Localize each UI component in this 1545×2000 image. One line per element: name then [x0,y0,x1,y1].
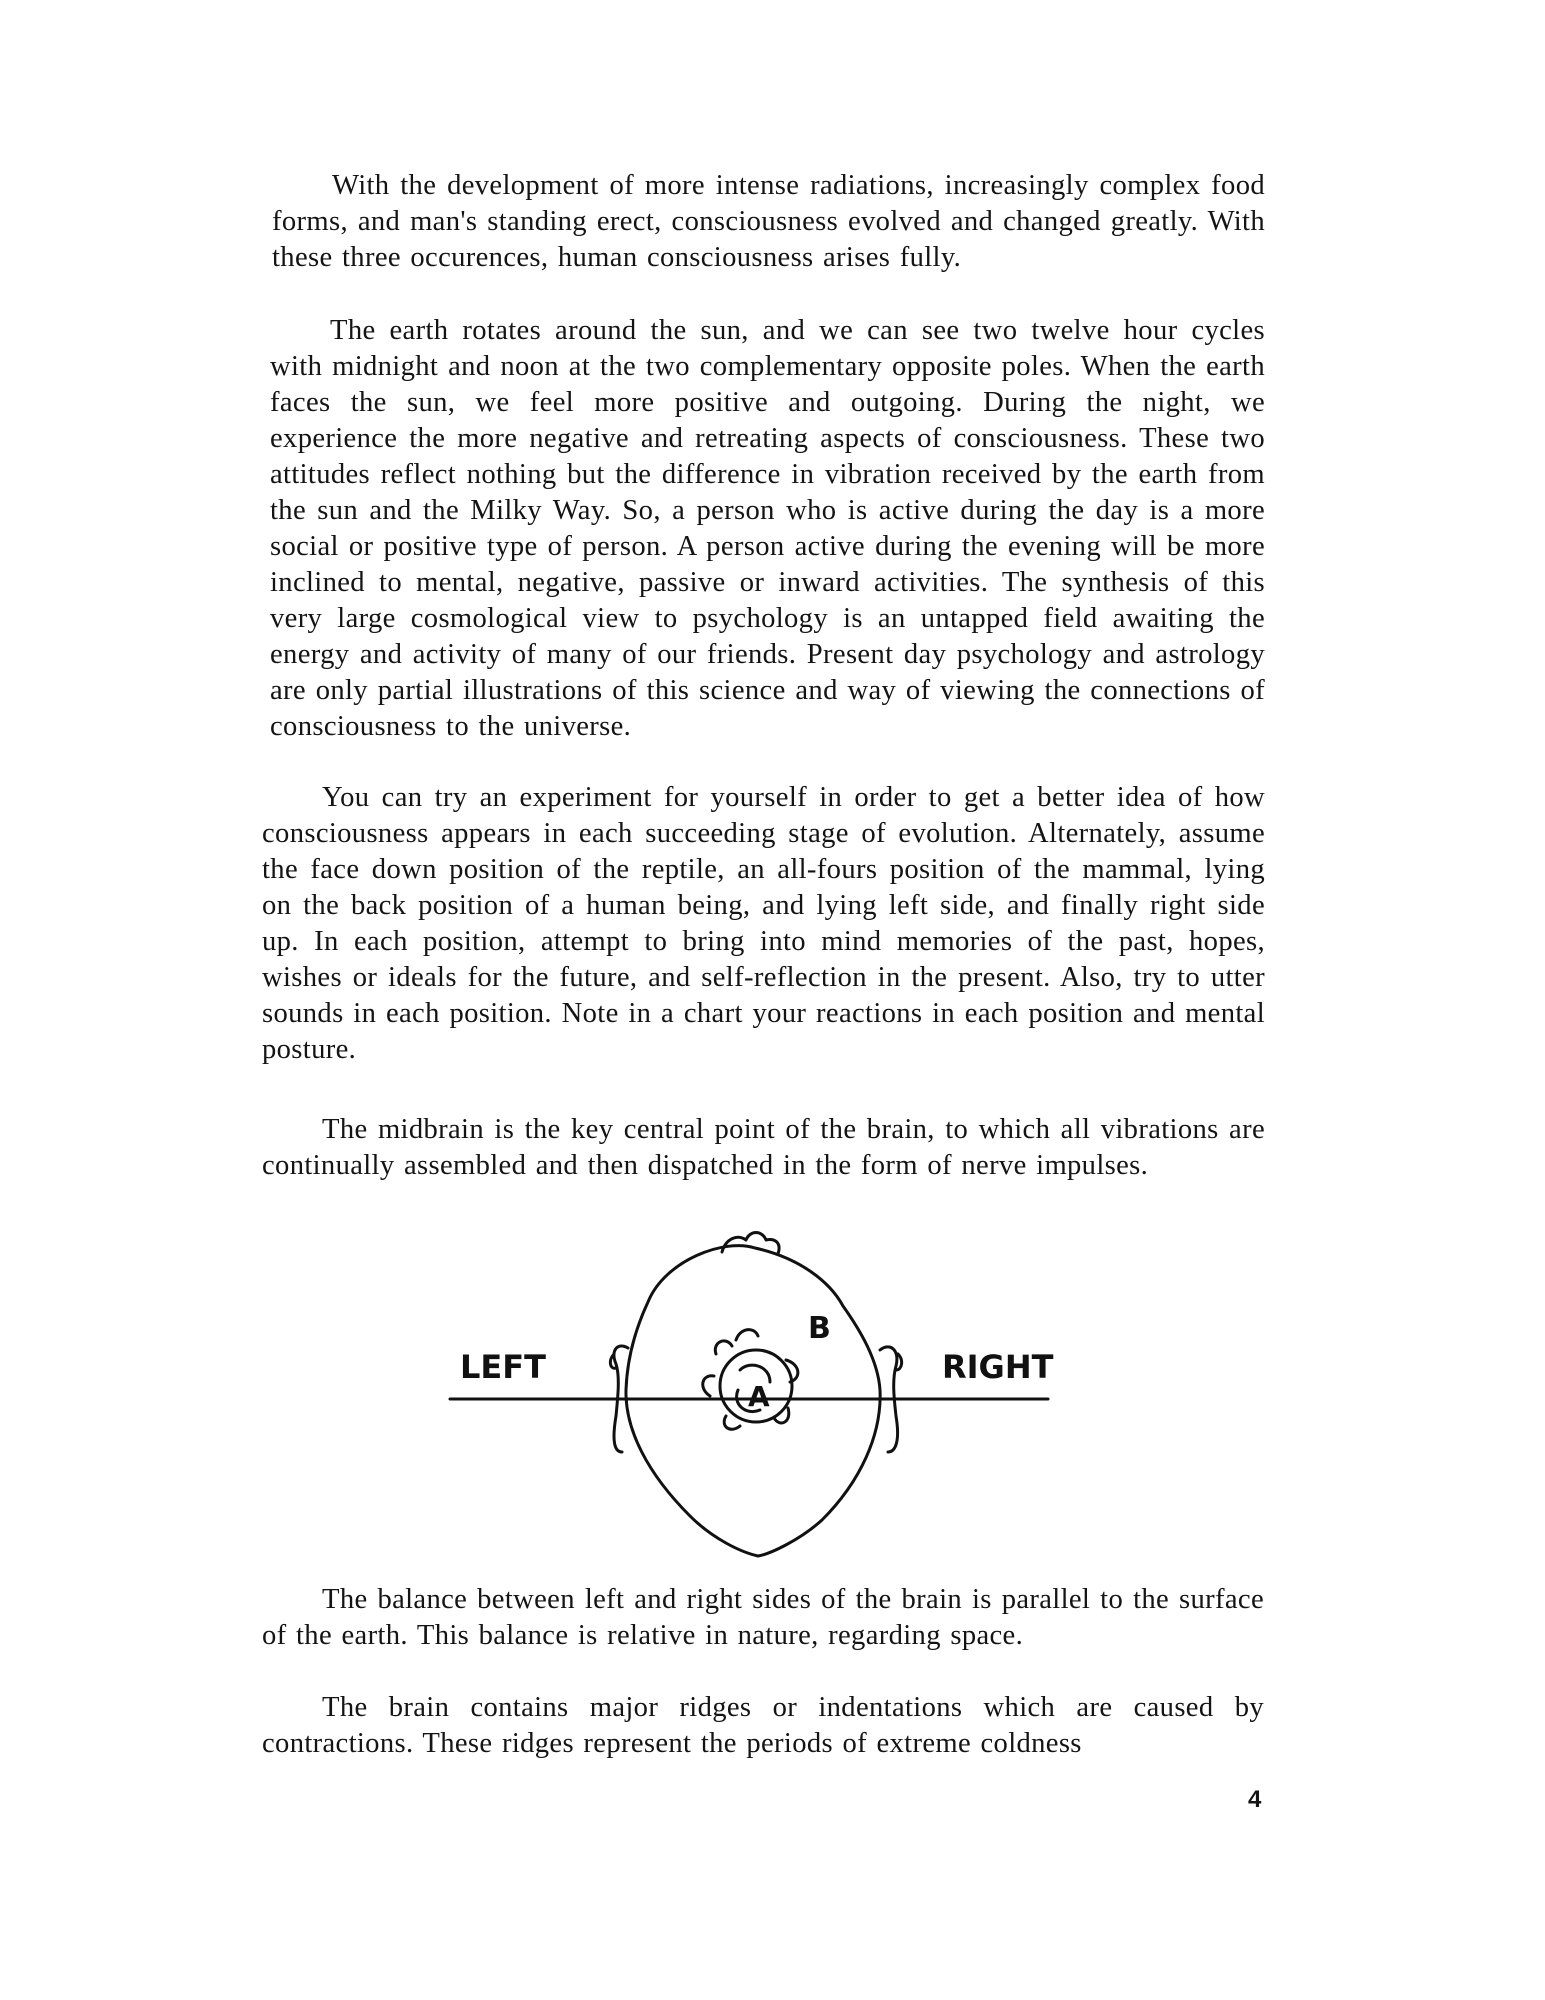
paragraph-midbrain: The midbrain is the key central point of the brain, to which all vibrations are continually assembled and then dispatched in the form of nerve impulses. [262,1114,1265,1181]
left-label: LEFT [460,1348,546,1386]
paragraph-brain-ridges: The brain contains major ridges or indentations which are caused by contractions. These ridges represent the periods of extreme coldness [262,1692,1264,1759]
paragraph-experiment: You can try an experiment for yourself in order to get a better idea of how consciousness appears in each succeeding stage of evolution. Alternately, assume the face down position of the reptile, an all-fours position of the mammal, lying on the back position of a human being, and lying left side, and finally right side up. In each position, attempt to bring into mind memories of the past, hopes, wishes or ideals for the future, and self-reflection in the present. Also, try to utter sounds in each position. Note in a chart your reactions in each position and mental posture. [262,782,1265,1065]
head-diagram-svg [440,1220,1080,1580]
paragraph-evolution: With the development of more intense radiations, increasingly complex food forms, and man's standing erect, consciousness evolved and changed greatly. With these three occurences, human consciousness arises fully. [272,170,1265,273]
point-b-label: B [808,1311,831,1346]
paragraph-brain-balance: The balance between left and right sides of the brain is parallel to the surface of the earth. This balance is relative in nature, regarding space. [262,1584,1264,1651]
point-a-label: A [748,1380,770,1413]
page-number: 4 [1248,1786,1262,1813]
right-label: RIGHT [942,1348,1054,1386]
paragraph-earth-rotation: The earth rotates around the sun, and we can see two twelve hour cycles with midnight and noon at the two complementary opposite poles. When the earth faces the sun, we feel more positive and outgoing. During the night, we experience the more negative and retreating aspects of consciousness. These two attitudes reflect nothing but the difference in vibration received by the earth from the sun and the Milky Way. So, a person who is active during the day is a more social or positive type of person. A person active during the evening will be more inclined to mental, negative, passive or inward activities. The synthesis of this very large cosmological view to psychology is an untapped field awaiting the energy and activity of many of our friends. Present day psychology and astrology are only partial illustrations of this science and way of viewing the connections of consciousness to the universe. [270,315,1265,742]
head-diagram [440,1220,1080,1580]
